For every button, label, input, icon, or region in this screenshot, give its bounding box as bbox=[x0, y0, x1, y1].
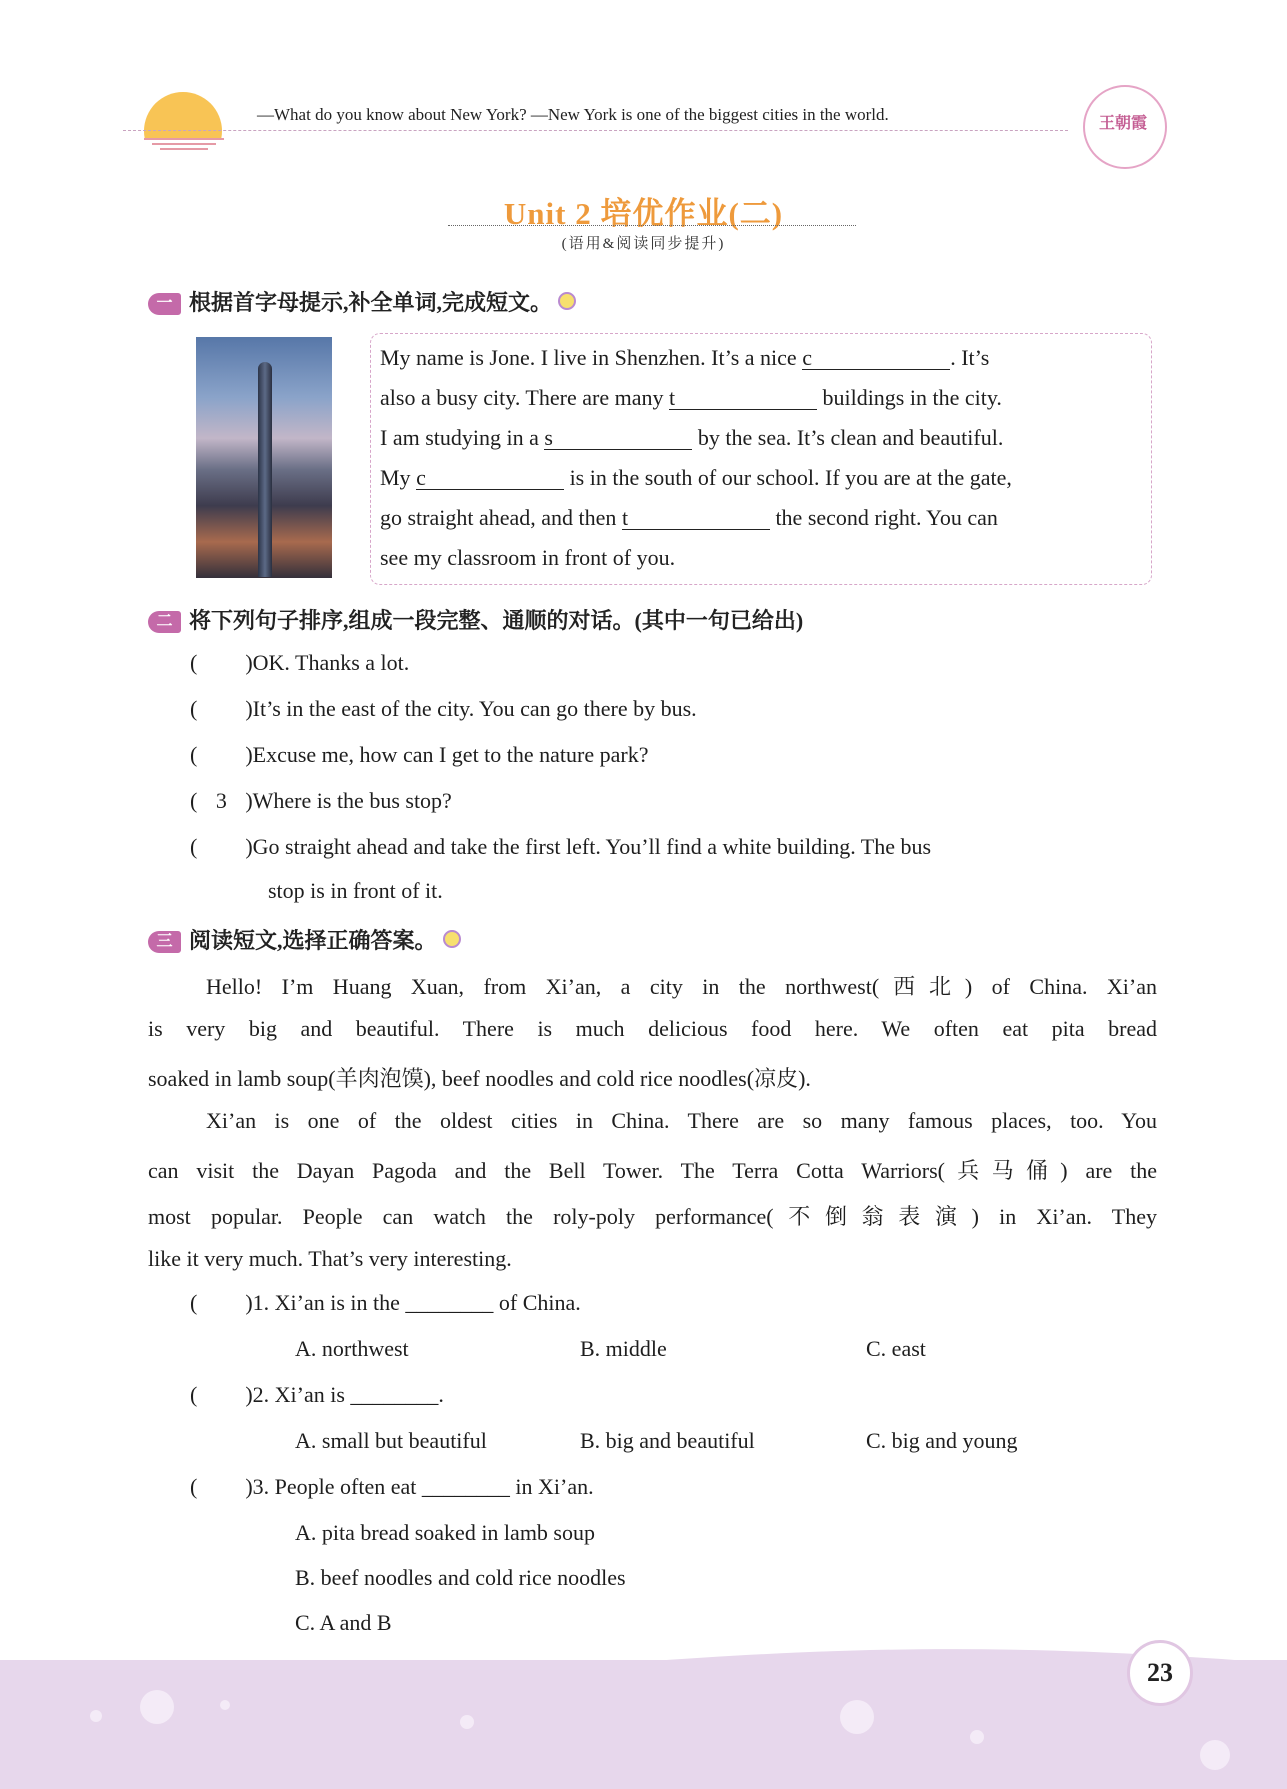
brand-stamp-text: 王朝霞 bbox=[1098, 115, 1147, 132]
cloze-blank[interactable] bbox=[416, 467, 564, 490]
cloze-line bbox=[380, 465, 1140, 491]
sun-logo-icon bbox=[144, 92, 222, 138]
answer-slot[interactable]: 3 bbox=[215, 788, 227, 813]
title-divider bbox=[448, 225, 856, 226]
ordering-item bbox=[190, 696, 697, 722]
paren-open: ( bbox=[190, 834, 198, 859]
lightbulb-icon bbox=[558, 292, 576, 310]
paren-open: ( bbox=[190, 696, 198, 721]
cloze-blank[interactable] bbox=[622, 507, 770, 530]
lightbulb-icon bbox=[443, 930, 461, 948]
cloze-line bbox=[380, 505, 1140, 531]
cloze-initial-letter: c bbox=[416, 465, 426, 490]
cloze-text: see my classroom in front of you. bbox=[380, 545, 676, 570]
passage-line: Xi’an is one of the oldest cities in China. There are so many famous places, too. You bbox=[206, 1108, 1157, 1133]
paren-open: ( bbox=[190, 742, 198, 767]
ordering-item bbox=[190, 650, 409, 676]
cloze-text: is in the south of our school. If you are at the gate, bbox=[564, 465, 1012, 490]
passage-line: like it very much. That’s very interesting. bbox=[148, 1246, 512, 1271]
header-divider bbox=[123, 130, 1068, 131]
cloze-blank[interactable] bbox=[669, 387, 817, 410]
page-subtitle: (语用&阅读同步提升) bbox=[561, 236, 726, 252]
ordering-item bbox=[190, 834, 931, 860]
paren-open: ( bbox=[190, 788, 198, 813]
answer-option: A. northwest bbox=[295, 1336, 409, 1361]
section-instruction: 将下列句子排序,组成一段完整、通顺的对话。(其中一句已给出) bbox=[189, 608, 804, 633]
question-stem: )1. Xi’an is in the ________ of China. bbox=[245, 1290, 581, 1315]
answer-option: A. pita bread soaked in lamb soup bbox=[295, 1520, 595, 1545]
cloze-line bbox=[380, 385, 1140, 411]
cloze-line bbox=[380, 545, 1140, 571]
answer-option: A. small but beautiful bbox=[295, 1428, 487, 1453]
cloze-text: . It’s bbox=[950, 345, 990, 370]
answer-option: B. middle bbox=[580, 1336, 667, 1361]
ordering-sentence: )Where is the bus stop? bbox=[245, 788, 452, 813]
cloze-text: also a busy city. There are many bbox=[380, 385, 669, 410]
ordering-sentence: )Excuse me, how can I get to the nature park? bbox=[245, 742, 649, 767]
ordering-sentence: )Go straight ahead and take the first left. You’ll find a white building. The bus bbox=[245, 834, 932, 859]
answer-option: C. big and young bbox=[866, 1428, 1018, 1453]
section-2-heading bbox=[148, 604, 803, 635]
question-stem: )3. People often eat ________ in Xi’an. bbox=[245, 1474, 594, 1499]
cloze-text: I am studying in a bbox=[380, 425, 545, 450]
cloze-initial-letter: c bbox=[802, 345, 812, 370]
cloze-line bbox=[380, 345, 1140, 371]
section-instruction: 阅读短文,选择正确答案。 bbox=[189, 928, 437, 953]
horizon-lines-icon bbox=[144, 136, 224, 152]
section-badge: 二 bbox=[148, 611, 181, 633]
ordering-item bbox=[190, 742, 649, 768]
cloze-text: My bbox=[380, 465, 417, 490]
question-item bbox=[190, 1474, 594, 1500]
cloze-initial-letter: s bbox=[544, 425, 553, 450]
answer-option: B. beef noodles and cold rice noodles bbox=[295, 1565, 626, 1590]
question-item bbox=[190, 1382, 444, 1408]
answer-option: B. big and beautiful bbox=[580, 1428, 755, 1453]
paren-open: ( bbox=[190, 1382, 198, 1407]
answer-option: C. A and B bbox=[295, 1610, 392, 1635]
section-badge: 一 bbox=[148, 293, 181, 315]
passage-line: can visit the Dayan Pagoda and the Bell Tower. The Terra Cotta Warriors(兵马俑) are the bbox=[148, 1158, 1157, 1183]
cloze-blank[interactable] bbox=[544, 427, 692, 450]
paren-open: ( bbox=[190, 1474, 198, 1499]
cloze-blank[interactable] bbox=[802, 347, 950, 370]
ordering-continuation: stop is in front of it. bbox=[268, 878, 443, 903]
footer-band bbox=[0, 1660, 1287, 1789]
passage-line: Hello! I’m Huang Xuan, from Xi’an, a city in the northwest(西北) of China. Xi’an bbox=[206, 974, 1157, 999]
section-3-heading bbox=[148, 924, 461, 955]
ordering-sentence: )It’s in the east of the city. You can go there by bus. bbox=[245, 696, 697, 721]
section-1-heading bbox=[148, 286, 576, 317]
cloze-initial-letter: t bbox=[621, 505, 629, 530]
section-instruction: 根据首字母提示,补全单词,完成短文。 bbox=[189, 290, 553, 315]
header-text: —What do you know about New York? —New York is one of the biggest cities in the world. bbox=[257, 105, 889, 124]
section-badge: 三 bbox=[148, 931, 181, 953]
cloze-text: the second right. You can bbox=[769, 505, 998, 530]
ordering-item bbox=[190, 788, 452, 814]
page-title: Unit 2 培优作业(二) bbox=[503, 196, 784, 231]
question-stem: )2. Xi’an is ________. bbox=[245, 1382, 444, 1407]
cloze-text: My name is Jone. I live in Shenzhen. It’s a nice bbox=[380, 345, 803, 370]
passage-line: is very big and beautiful. There is much delicious food here. We often eat pita bread bbox=[148, 1016, 1157, 1041]
paren-open: ( bbox=[190, 650, 198, 675]
cloze-initial-letter: t bbox=[668, 385, 676, 410]
cloze-text: go straight ahead, and then bbox=[380, 505, 622, 530]
question-item bbox=[190, 1290, 581, 1316]
paren-open: ( bbox=[190, 1290, 198, 1315]
skyscraper-shape bbox=[258, 362, 272, 577]
answer-option: C. east bbox=[866, 1336, 926, 1361]
passage-line: soaked in lamb soup(羊肉泡馍), beef noodles and cold rice noodles(凉皮). bbox=[148, 1066, 811, 1091]
cloze-text: by the sea. It’s clean and beautiful. bbox=[692, 425, 1004, 450]
cloze-line bbox=[380, 425, 1140, 451]
passage-line: most popular. People can watch the roly-poly performance(不倒翁表演) in Xi’an. They bbox=[148, 1204, 1157, 1229]
page-number: 23 bbox=[1127, 1640, 1193, 1706]
cloze-text: buildings in the city. bbox=[816, 385, 1002, 410]
ordering-sentence: )OK. Thanks a lot. bbox=[245, 650, 410, 675]
